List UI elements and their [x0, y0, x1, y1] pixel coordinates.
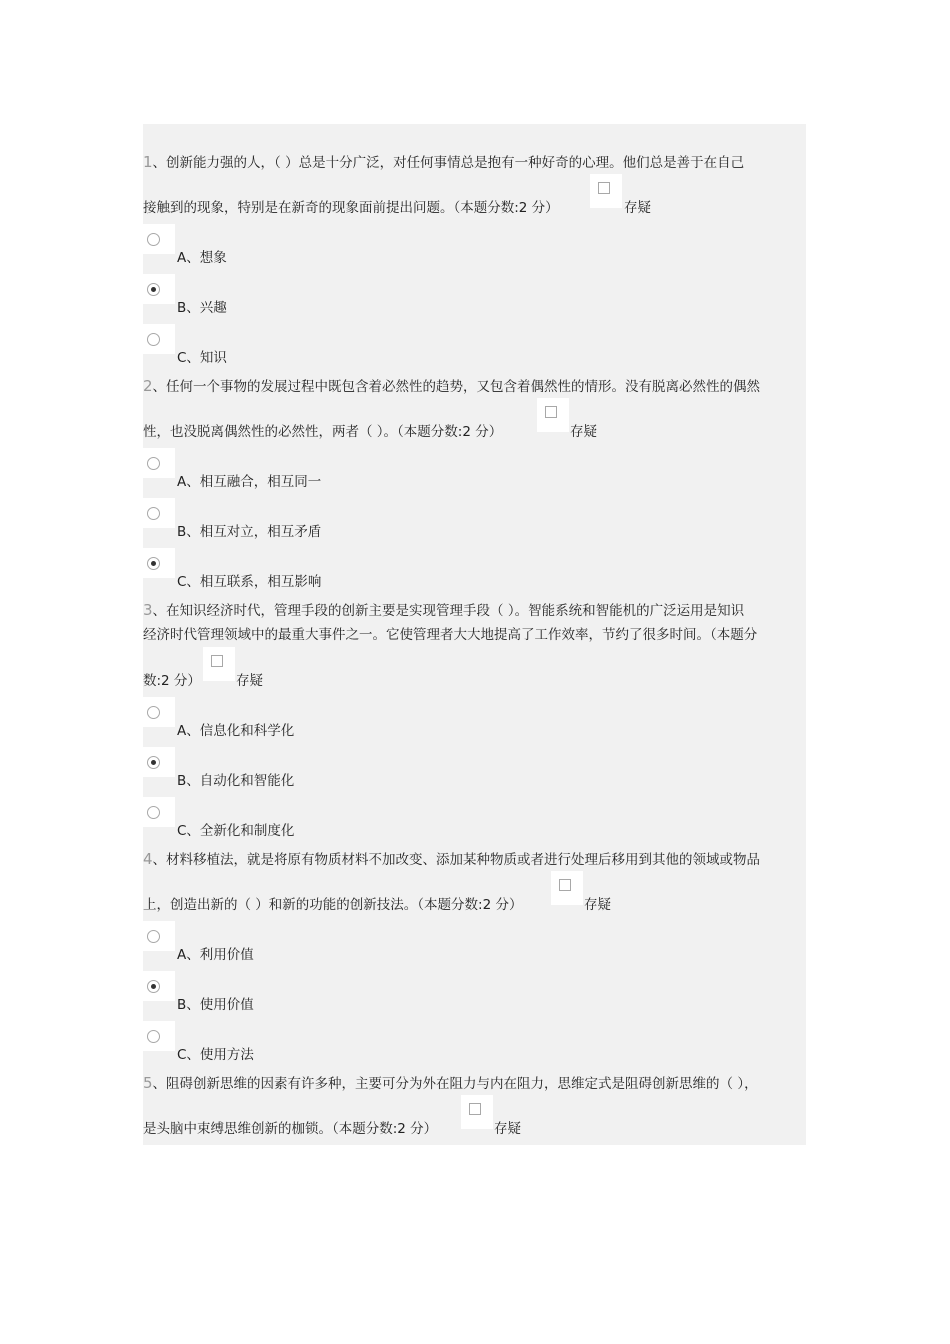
radio-button[interactable]	[147, 930, 160, 943]
question-text-line: 是头脑中束缚思维创新的枷锁。（本题分数:2 分）	[143, 1121, 438, 1137]
doubt-label: 存疑	[584, 897, 611, 913]
option-label: B、使用价值	[177, 997, 254, 1013]
option-label: C、全新化和制度化	[177, 823, 295, 839]
radio-button[interactable]	[147, 333, 160, 346]
doubt-label: 存疑	[236, 673, 263, 689]
radio-button-selected[interactable]	[147, 283, 160, 296]
doubt-label: 存疑	[570, 424, 597, 440]
question-number: 1	[143, 153, 153, 171]
question-text-line: 上，创造出新的（ ）和新的功能的创新技法。（本题分数:2 分）	[143, 897, 523, 913]
option-label: B、相互对立，相互矛盾	[177, 524, 322, 540]
question-text-line: 数:2 分）	[143, 673, 201, 689]
question-number: 5	[143, 1074, 153, 1092]
radio-button-selected[interactable]	[147, 980, 160, 993]
question-text-line: 、在知识经济时代，管理手段的创新主要是实现管理手段（ ）。智能系统和智能机的广泛运用是知识	[152, 603, 745, 619]
radio-button-selected[interactable]	[147, 557, 160, 570]
option-3c[interactable]	[143, 797, 806, 845]
option-label: C、知识	[177, 350, 227, 366]
question-text-line: 性，也没脱离偶然性的必然性，两者（ ）。（本题分数:2 分）	[143, 424, 503, 440]
doubt-checkbox-cell[interactable]	[203, 647, 235, 681]
question-text-line: 、创新能力强的人，（ ）总是十分广泛，对任何事情总是抱有一种好奇的心理。他们总是善于在自己	[152, 155, 745, 171]
option-label: C、相互联系，相互影响	[177, 574, 322, 590]
option-label: A、想象	[177, 250, 227, 266]
doubt-checkbox-cell[interactable]	[461, 1095, 493, 1129]
option-label: B、自动化和智能化	[177, 773, 295, 789]
option-3b[interactable]	[143, 747, 806, 795]
question-text-line: 接触到的现象，特别是在新奇的现象面前提出问题。（本题分数:2 分）	[143, 200, 559, 216]
doubt-checkbox[interactable]	[598, 182, 610, 194]
radio-button[interactable]	[147, 233, 160, 246]
option-1a[interactable]	[143, 224, 806, 272]
option-1c[interactable]	[143, 324, 806, 372]
doubt-checkbox[interactable]	[545, 406, 557, 418]
option-4a[interactable]	[143, 921, 806, 969]
question-number: 4	[143, 850, 153, 868]
doubt-checkbox[interactable]	[211, 655, 223, 667]
option-2b[interactable]	[143, 498, 806, 546]
option-2a[interactable]	[143, 448, 806, 496]
doubt-checkbox[interactable]	[559, 879, 571, 891]
radio-button-selected[interactable]	[147, 756, 160, 769]
question-number: 3	[143, 601, 153, 619]
radio-button[interactable]	[147, 507, 160, 520]
option-label: A、信息化和科学化	[177, 723, 295, 739]
doubt-label: 存疑	[624, 200, 651, 216]
radio-button[interactable]	[147, 806, 160, 819]
question-text-line: 、材料移植法，就是将原有物质材料不加改变、添加某种物质或者进行处理后移用到其他的领域或物品	[152, 852, 761, 868]
doubt-label: 存疑	[494, 1121, 521, 1137]
question-text-line: 经济时代管理领域中的最重大事件之一。它使管理者大大地提高了工作效率，节约了很多时间。（本题分	[143, 627, 758, 643]
option-2c[interactable]	[143, 548, 806, 596]
option-3a[interactable]	[143, 697, 806, 745]
doubt-checkbox-cell[interactable]	[537, 398, 569, 432]
doubt-checkbox[interactable]	[469, 1103, 481, 1115]
question-number: 2	[143, 377, 153, 395]
radio-button[interactable]	[147, 706, 160, 719]
question-text-line: 、阻碍创新思维的因素有许多种，主要可分为外在阻力与内在阻力，思维定式是阻碍创新思维的（ ），	[152, 1076, 758, 1092]
doubt-checkbox-cell[interactable]	[590, 174, 622, 208]
radio-button[interactable]	[147, 1030, 160, 1043]
question-text-line: 、任何一个事物的发展过程中既包含着必然性的趋势，又包含着偶然性的情形。没有脱离必然性的偶然	[152, 379, 761, 395]
option-4c[interactable]	[143, 1021, 806, 1069]
doubt-checkbox-cell[interactable]	[551, 871, 583, 905]
radio-button[interactable]	[147, 457, 160, 470]
option-4b[interactable]	[143, 971, 806, 1019]
option-label: B、兴趣	[177, 300, 227, 316]
option-label: A、利用价值	[177, 947, 254, 963]
option-1b[interactable]	[143, 274, 806, 322]
option-label: A、相互融合，相互同一	[177, 474, 322, 490]
option-label: C、使用方法	[177, 1047, 254, 1063]
